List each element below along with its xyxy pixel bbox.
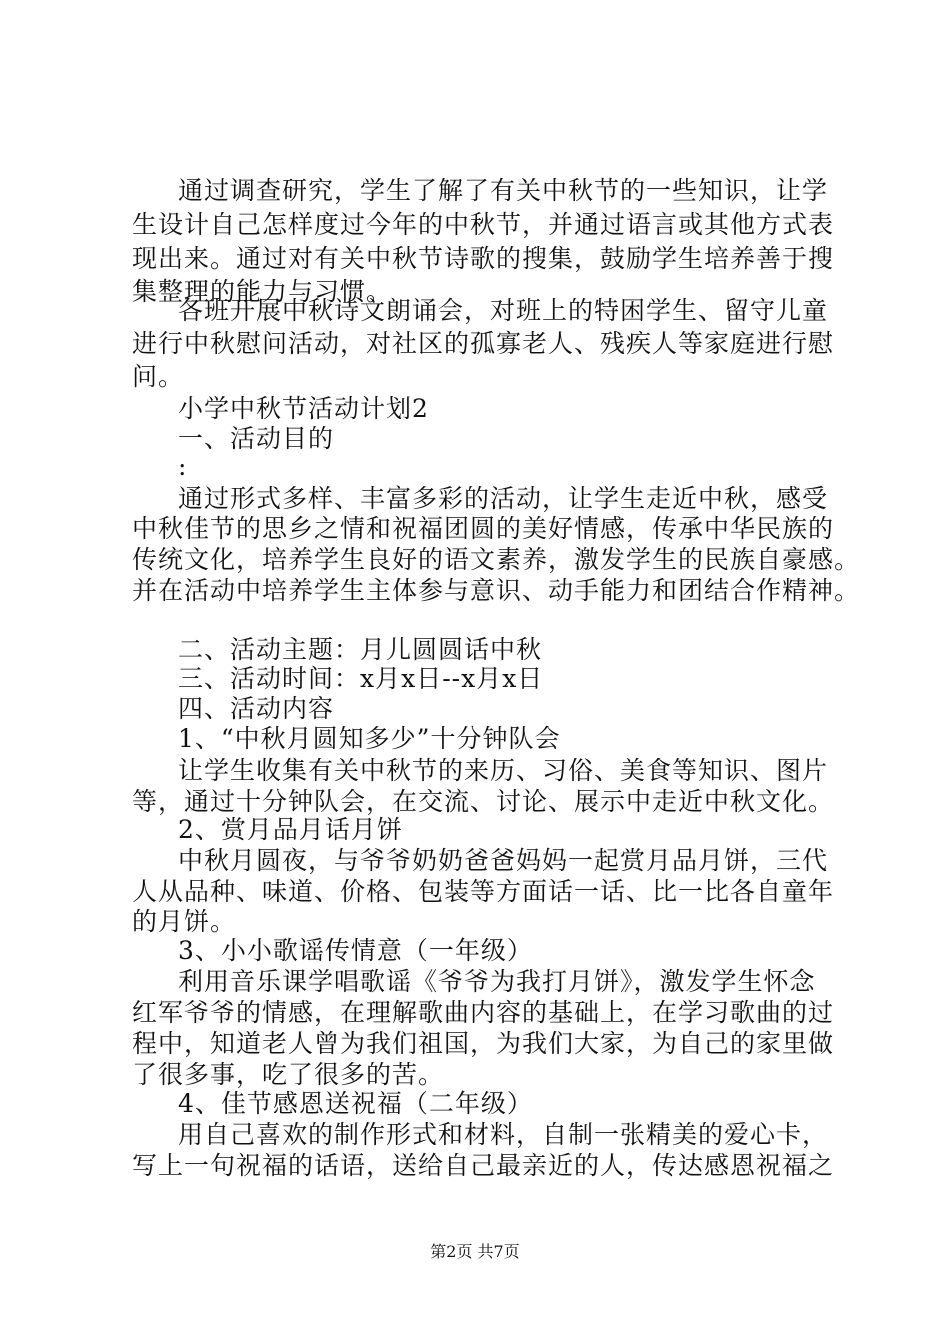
paragraph-line: 程中，知道老人曾为我们祖国，为我们大家，为自己的家里做	[132, 1029, 835, 1058]
paragraph-line: 并在活动中培养学生主体参与意识、动手能力和团结合作精神。	[132, 576, 861, 605]
paragraph-line: 写上一句祝福的话语，送给自己最亲近的人，传达感恩祝福之	[132, 1151, 835, 1180]
paragraph-line: 人从品种、味道、价格、包装等方面话一话、比一比各自童年	[132, 877, 835, 906]
section-heading: 小学中秋节活动计划2	[178, 394, 429, 423]
paragraph-line: 的月饼。	[132, 907, 237, 936]
section-heading: 1、“中秋月圆知多少”十分钟队会	[178, 724, 561, 753]
section-heading: 四、活动内容	[178, 694, 335, 723]
paragraph-line: 传统文化，培养学生良好的语文素养，激发学生的民族自豪感。	[132, 545, 861, 574]
section-heading: 二、活动主题：月儿圆圆话中秋	[178, 635, 543, 664]
page-number-footer: 第2页 共7页	[430, 1242, 520, 1261]
section-heading: 一、活动目的	[178, 424, 335, 453]
paragraph-line: 进行中秋慰问活动，对社区的孤寡老人、残疾人等家庭进行慰	[132, 329, 835, 358]
paragraph-line: 中秋佳节的思乡之情和祝福团圆的美好情感，传承中华民族的	[132, 514, 835, 543]
paragraph-line: 集整理的能力与习惯。	[132, 277, 393, 306]
section-heading: 3、小小歌谣传情意（一年级）	[178, 936, 533, 965]
paragraph-line: 生设计自己怎样度过今年的中秋节，并通过语言或其他方式表	[132, 210, 835, 239]
paragraph-line: 中秋月圆夜，与爷爷奶奶爸爸妈妈一起赏月品月饼，三代	[178, 846, 829, 875]
paragraph-line: 用自己喜欢的制作形式和材料，自制一张精美的爱心卡，	[178, 1120, 829, 1149]
paragraph-line: 通过形式多样、丰富多彩的活动，让学生走近中秋，感受	[178, 484, 829, 513]
paragraph-line: :	[178, 452, 188, 481]
paragraph-line: 让学生收集有关中秋节的来历、习俗、美食等知识、图片	[178, 756, 829, 785]
section-heading: 三、活动时间：x月x日--x月x日	[178, 664, 544, 693]
paragraph-line: 问。	[132, 362, 185, 391]
paragraph-line: 通过调查研究，学生了解了有关中秋节的一些知识，让学	[178, 176, 829, 205]
paragraph-line: 了很多事，吃了很多的苦。	[132, 1060, 445, 1089]
section-heading: 2、赏月品月话月饼	[178, 815, 403, 844]
paragraph-line: 红军爷爷的情感，在理解歌曲内容的基础上，在学习歌曲的过	[132, 998, 835, 1027]
paragraph-line: 利用音乐课学唱歌谣《爷爷为我打月饼》，激发学生怀念	[178, 967, 816, 996]
paragraph-line: 各班开展中秋诗文朗诵会，对班上的特困学生、留守儿童	[178, 296, 829, 325]
paragraph-line: 现出来。通过对有关中秋节诗歌的搜集，鼓励学生培养善于搜	[132, 244, 835, 273]
section-heading: 4、佳节感恩送祝福（二年级）	[178, 1089, 533, 1118]
paragraph-line: 等，通过十分钟队会，在交流、讨论、展示中走近中秋文化。	[132, 787, 835, 816]
